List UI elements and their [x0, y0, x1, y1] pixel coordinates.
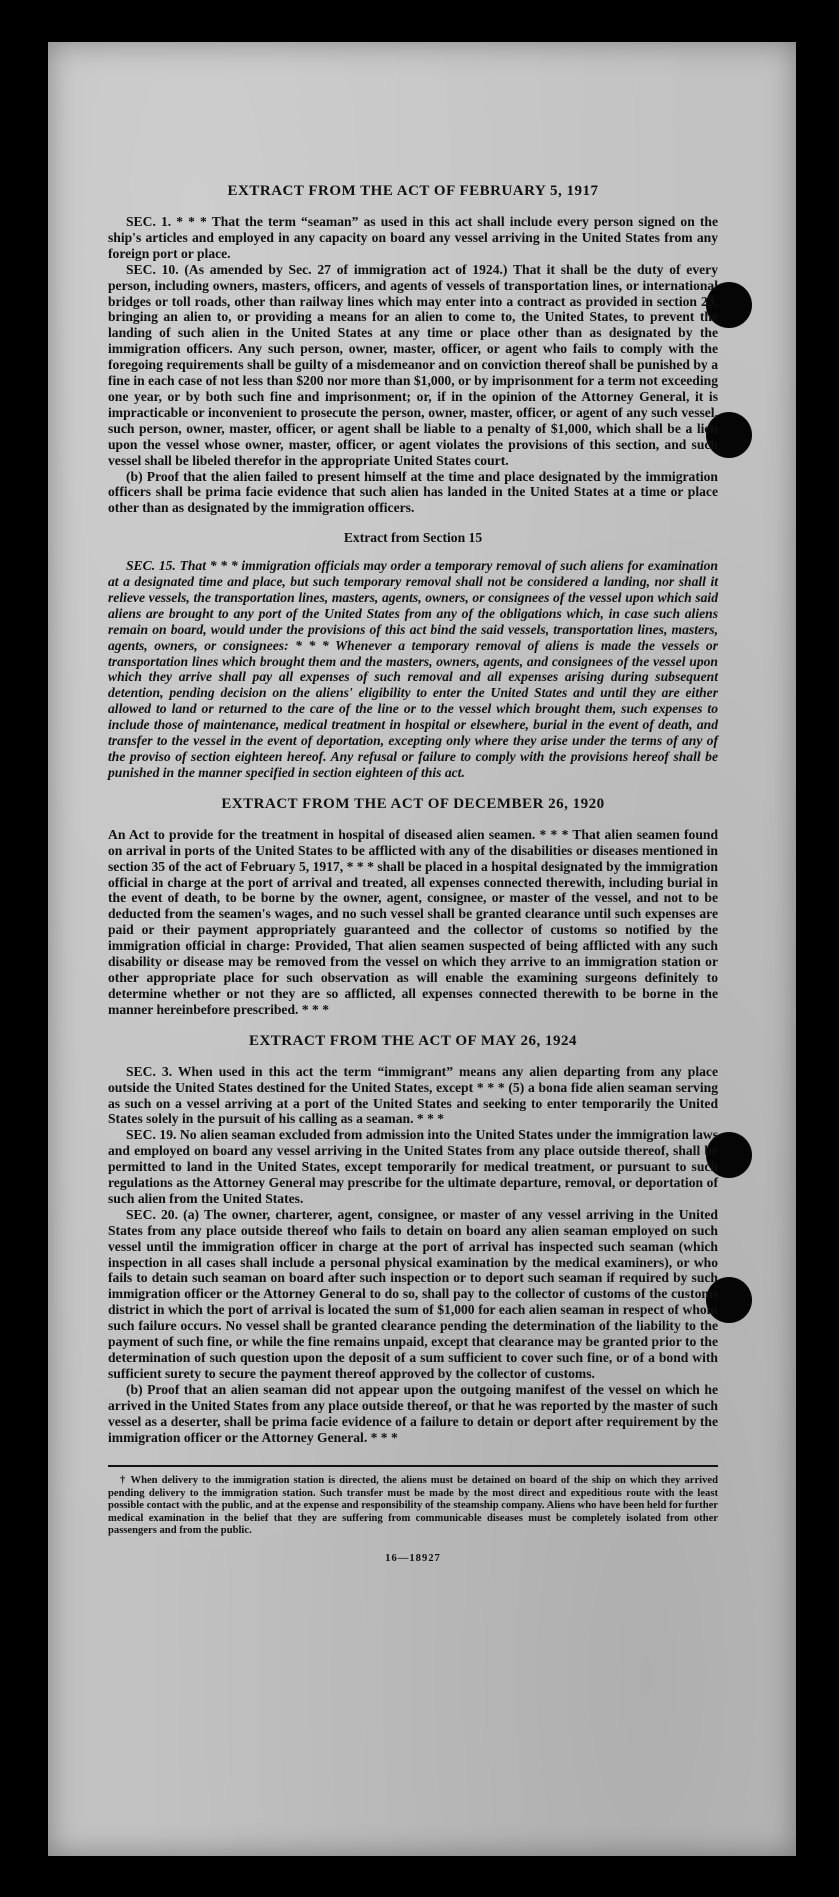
- footnote-text: † When delivery to the immigration station is directed, the aliens must be detained on board of the ship on which they arrived pending delivery to the immigration station. Such transfer must be made by the most direct and expeditious route with the least possible contact with the public, and at the expense and responsibility of the steamship company. Aliens who have been held for further medical examination in the belief that they are suffering from communicable diseases must be completely isolated from other passengers and from the public.: [108, 1475, 718, 1537]
- section-act-1924: [108, 1032, 718, 1446]
- section-heading: EXTRACT FROM THE ACT OF DECEMBER 26, 1920: [221, 795, 605, 812]
- section-act-1917: [108, 182, 718, 516]
- paragraph: SEC. 20. (a) The owner, charterer, agent, consignee, or master of any vessel arriving in the United States from any place outside thereof who fails to detain on board any alien seaman employed on such vessel until the immigration officer in charge at the port of arrival has inspected such seaman (which inspection in all cases shall include a personal physical examination by the medical examiners), or who fails to detain such seaman on board after such inspection or to deport such seaman if required by such immigration officer or the Attorney General to do so, shall pay to the collector of customs of the customs district in which the port of arrival is located the sum of $1,000 for each alien seaman in respect of whom such failure occurs. No vessel shall be granted clearance pending the determination of the liability to the payment of such fine, or while the fine remains unpaid, except that clearance may be granted prior to the determination of such question upon the deposit of a sum sufficient to cover such fine, or of a bond with sufficient surety to secure the payment thereof approved by the collector of customs.: [108, 1206, 718, 1381]
- print-code: 16—18927: [385, 1553, 441, 1565]
- document-body: [108, 182, 718, 1567]
- paragraph: (b) Proof that the alien failed to present himself at the time and place designated by the immigration officers shall be prima facie evidence that such alien has landed in the United States at a time or place other than as designated by the immigration officers.: [108, 468, 718, 516]
- section-extract-15: [108, 530, 718, 781]
- paragraph: SEC. 19. No alien seaman excluded from admission into the United States under the immigration laws and employed on board any vessel arriving in the United States from any place outside thereof, shall be permitted to land in the United States, except temporarily for medical treatment, or pursuant to such regulations as the Attorney General may prescribe for the ultimate departure, removal, or deportation of such alien from the United States.: [108, 1127, 718, 1206]
- footnote-divider: [108, 1465, 718, 1467]
- section-act-1920: [108, 795, 718, 1018]
- paragraph: An Act to provide for the treatment in hospital of diseased alien seamen. * * * That alien seamen found on arrival in ports of the United States to be afflicted with any of the disabilities or diseases mentioned in section 35 of the act of February 5, 1917, * * * shall be placed in a hospital designated by the immigration official in charge at the port of arrival and treated, all expenses connected therewith, including burial in the event of death, to be borne by the owner, agent, consignee, or master of the vessel, and not to be deducted from the seamen's wages, and no such vessel shall be granted clearance until such expenses are paid or their payment appropriately guaranteed and the collector of customs so notified by the immigration official in charge: Provided, That alien seamen suspected of being afflicted with any such disability or disease may be removed from the vessel on which they arrive to an immigration station or other appropriate place for such observation as will enable the examining surgeons definitely to determine whether or not they are so afflicted, all expenses connected therewith to be borne in the manner hereinbefore prescribed. * * *: [108, 826, 718, 1017]
- section-heading: EXTRACT FROM THE ACT OF FEBRUARY 5, 1917: [227, 183, 599, 199]
- document-page: [48, 42, 796, 1856]
- section-heading: Extract from Section 15: [343, 530, 483, 546]
- paragraph: (b) Proof that an alien seaman did not appear upon the outgoing manifest of the vessel on which he arrived in the United States from any place outside thereof, or that he was reported by the master of such vessel as a deserter, shall be prima facie evidence of a failure to detain or deport after requirement by the immigration officer or the Attorney General. * * *: [108, 1381, 718, 1445]
- paragraph: SEC. 15. That * * * immigration officials may order a temporary removal of such aliens for examination at a designated time and place, but such temporary removal shall not be considered a landing, nor shall it relieve vessels, the transportation lines, masters, agents, owners, or consignees of the vessel upon which said aliens are brought to any port of the United States from any of the obligations which, in case such aliens remain on board, would under the provisions of this act bind the said vessels, transportation lines, masters, agents, owners, or consignees: * * * Whenever a temporary removal of aliens is made the vessels or transportation lines which brought them and the masters, owners, agents, and consignees of the vessel upon which they arrive shall pay all expenses of such removal and all expenses arising during subsequent detention, pending decision on the aliens' eligibility to enter the United States and until they are either allowed to land or returned to the care of the line or to the vessel which brought them, such expenses to include those of maintenance, medical treatment in hospital or elsewhere, burial in the event of death, and transfer to the vessel in the event of deportation, excepting only where they arise under the terms of any of the proviso of section eighteen hereof. Any refusal or failure to comply with the provisions hereof shall be punished in the manner specified in section eighteen of this act.: [108, 558, 718, 780]
- section-heading: EXTRACT FROM THE ACT OF MAY 26, 1924: [248, 1032, 578, 1049]
- paragraph: SEC. 3. When used in this act the term “immigrant” means any alien departing from any place outside the United States destined for the United States, except * * * (5) a bona fide alien seaman serving as such on a vessel arriving at a port of the United States and seeking to enter temporarily the United States solely in the pursuit of his calling as a seaman. * * *: [108, 1063, 718, 1127]
- paragraph: SEC. 10. (As amended by Sec. 27 of immigration act of 1924.) That it shall be the duty of every person, including owners, masters, officers, and agents of vessels of transportation lines, or international bridges or toll roads, other than railway lines which may enter into a contract as provided in section 23, bringing an alien to, or providing a means for an alien to come to, the United States, to prevent the landing of such alien in the United States at any time or place other than as designated by the immigration officers. Any such person, owner, master, officer, or agent who fails to comply with the foregoing requirements shall be guilty of a misdemeanor and on conviction thereof shall be punished by a fine in each case of not less than $200 nor more than $1,000, or by imprisonment for a term not exceeding one year, or by both such fine and imprisonment; or, if in the opinion of the Attorney General, it is impracticable or inconvenient to prosecute the person, owner, master, officer, or agent of any such vessel, such person, owner, master, officer, or agent shall be liable to a penalty of $1,000, which shall be a lien upon the vessel whose owner, master, officer, or agent violates the provisions of this section, and such vessel shall be libeled therefor in the appropriate United States court.: [108, 261, 718, 468]
- paragraph: SEC. 1. * * * That the term “seaman” as used in this act shall include every person signed on the ship's articles and employed in any capacity on board any vessel arriving in the United States from any foreign port or place.: [108, 214, 718, 261]
- footnote: [108, 1475, 718, 1537]
